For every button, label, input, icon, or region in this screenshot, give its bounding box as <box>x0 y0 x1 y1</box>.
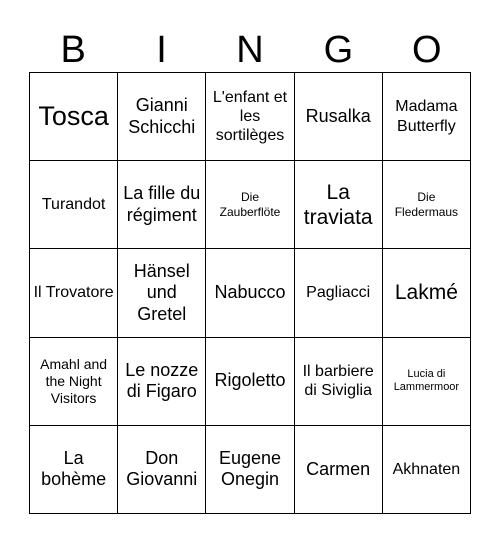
bingo-cell[interactable]: Il barbiere di Siviglia <box>295 338 383 426</box>
bingo-cell[interactable]: Rusalka <box>295 73 383 161</box>
bingo-cell[interactable]: Madama Butterfly <box>383 73 471 161</box>
bingo-cell[interactable]: Die Fledermaus <box>383 161 471 249</box>
bingo-cell[interactable]: Amahl and the Night Visitors <box>30 338 118 426</box>
bingo-cell[interactable]: Lucia di Lammermoor <box>383 338 471 426</box>
bingo-cell[interactable]: Le nozze di Figaro <box>118 338 206 426</box>
bingo-cell[interactable]: Don Giovanni <box>118 426 206 514</box>
header-letter-o: O <box>411 29 442 71</box>
bingo-cell[interactable]: La traviata <box>295 161 383 249</box>
bingo-cell[interactable]: Pagliacci <box>295 249 383 337</box>
bingo-cell[interactable]: Eugene Onegin <box>206 426 294 514</box>
bingo-cell[interactable]: Il Trovatore <box>30 249 118 337</box>
header-letter-i: I <box>156 29 167 71</box>
bingo-cell[interactable]: Lakmé <box>383 249 471 337</box>
bingo-cell[interactable]: Carmen <box>295 426 383 514</box>
bingo-cell[interactable]: Turandot <box>30 161 118 249</box>
header-letter-g: G <box>323 29 354 71</box>
bingo-cell[interactable]: L'enfant et les sortilèges <box>206 73 294 161</box>
bingo-cell[interactable]: Die Zauberflöte <box>206 161 294 249</box>
header-letter-b: B <box>60 29 86 71</box>
bingo-header <box>29 24 471 76</box>
bingo-cell[interactable]: La bohème <box>30 426 118 514</box>
bingo-cell[interactable]: Hänsel und Gretel <box>118 249 206 337</box>
header-letter-n: N <box>236 29 264 71</box>
bingo-cell[interactable]: Gianni Schicchi <box>118 73 206 161</box>
bingo-cell[interactable]: Akhnaten <box>383 426 471 514</box>
bingo-cell[interactable]: Rigoletto <box>206 338 294 426</box>
bingo-cell[interactable]: Tosca <box>30 73 118 161</box>
bingo-card-grid <box>29 72 471 514</box>
bingo-cell[interactable]: La fille du régiment <box>118 161 206 249</box>
bingo-cell[interactable]: Nabucco <box>206 249 294 337</box>
